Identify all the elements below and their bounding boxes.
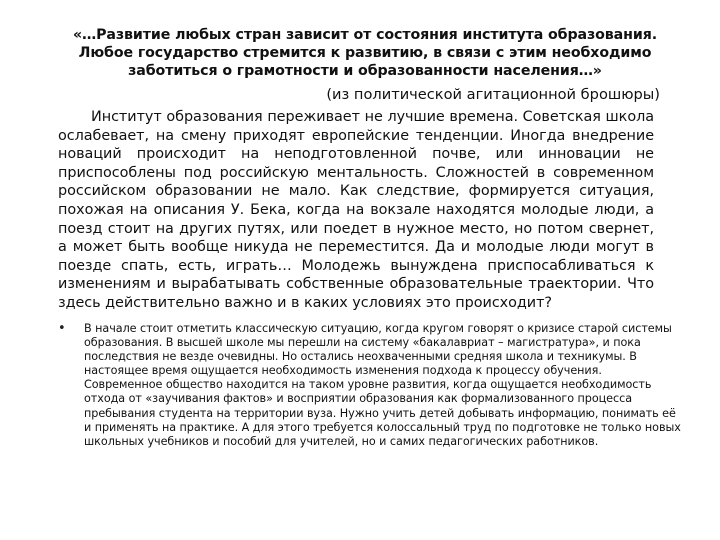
bullet-text: В начале стоит отметить классическую ситуацию, когда кругом говорят о кризисе старой системы образования. В высшей школе мы перешли на систему «бакалавриат – магистратура», и пока последствия не везде очевидны. Но остались неохваченными средняя школа и техникумы. В настоящее время ощущается необходимость изменения подхода к процессу обучения. Современное общество находится на таком уровне развития, когда ощущается необходимость отхода от «заучивания фактов» и восприятии образования как формализованного процесса пребывания студента на территории вуза. Нужно учить детей добывать информацию, понимать её и применять на практике. А для этого требуется колоссальный труд по подготовке не только новых школьных учебников и пособий для учителей, но и самих педагогических работников. <box>84 322 681 448</box>
body-paragraph: Институт образования переживает не лучшие времена. Советская школа ослабевает, на смену приходят европейские тенденции. Иногда внедрение новаций происходит на неподготовленной почве, или инновации не приспособлены под российскую ментальность. Сложностей в современном российском образовании не мало. Как следствие, формируется ситуация, похожая на описания У. Бека, когда на вокзале находятся молодые люди, а поезд стоит на других путях, или поедет в нужное место, но потом свернет, а может быть вообще никуда не переместится. Да и молодые люди могут в поезде спать, есть, играть… Молодежь вынуждена приспосабливаться к изменениям и вырабатывать собственные образовательные траектории. Что здесь действительно важно и в каких условиях это происходит? <box>58 109 654 311</box>
bullet-marker: • <box>58 321 66 336</box>
epigraph-quote: «…Развитие любых стран зависит от состояния института образования. Любое государство стремится к развитию, в связи с этим необходимо заботиться о грамотности и образованности населения…» <box>72 27 658 80</box>
epigraph-source: (из политической агитационной брошюры) <box>326 86 660 103</box>
